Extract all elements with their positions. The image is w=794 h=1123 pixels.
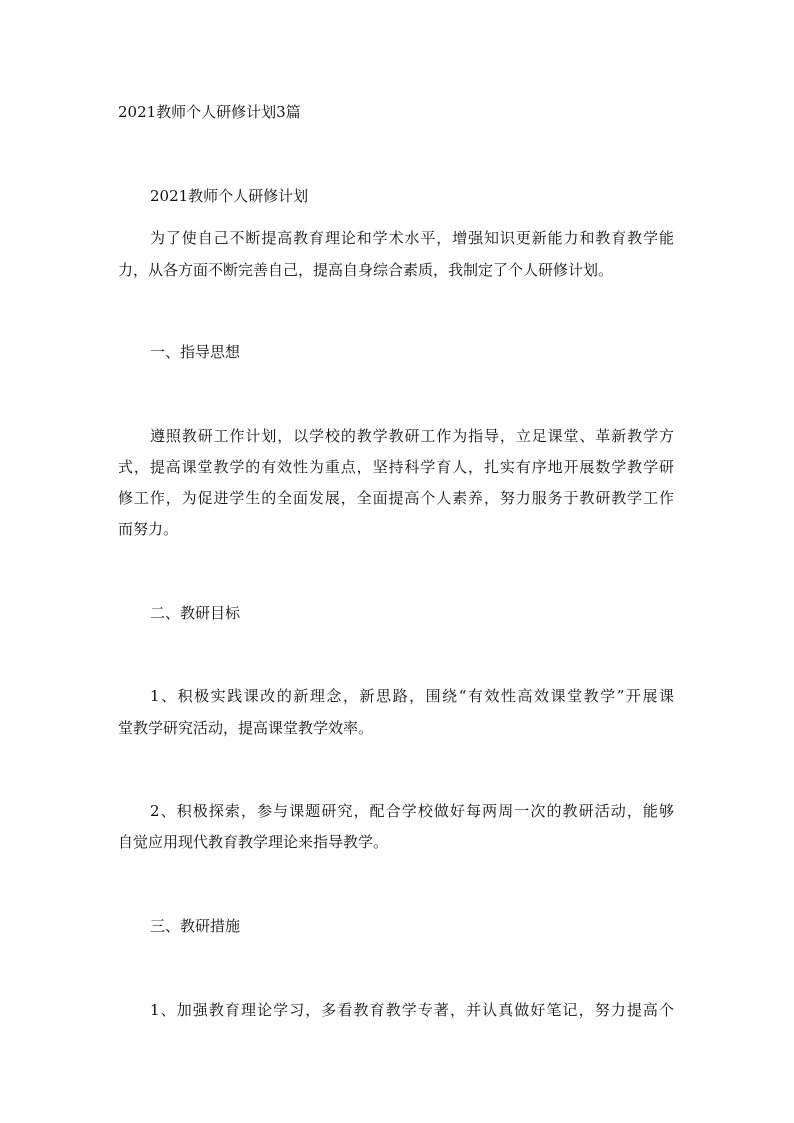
section1-line-2: 式，提高课堂教学的有效性为重点，坚持科学育人，扎实有序地开展数学教学研 (118, 458, 674, 476)
intro-line-1: 为了使自己不断提高教育理论和学术水平，增强知识更新能力和教育教学能 (150, 229, 674, 247)
section2-item2-line-2: 自觉应用现代教育教学理论来指导教学。 (118, 833, 389, 851)
section2-heading: 二、教研目标 (150, 604, 241, 622)
section1-line-3: 修工作，为促进学生的全面发展，全面提高个人素养，努力服务于教研教学工作 (118, 489, 674, 507)
section2-item1-line-1: 1、积极实践课改的新理念，新思路，围绕“有效性高效课堂教学”开展课 (150, 687, 674, 705)
section1-line-1: 遵照教研工作计划，以学校的教学教研工作为指导，立足课堂、革新教学方 (150, 427, 674, 445)
document-title: 2021教师个人研修计划3篇 (118, 103, 301, 121)
section3-heading: 三、教研措施 (150, 917, 241, 935)
section3-item1-line-1: 1、加强教育理论学习，多看教育教学专著，并认真做好笔记，努力提高个 (150, 1001, 674, 1019)
section2-item1-line-2: 堂教学研究活动，提高课堂教学效率。 (118, 719, 374, 737)
intro-line-2: 力，从各方面不断完善自己，提高自身综合素质，我制定了个人研修计划。 (118, 261, 614, 279)
section1-heading: 一、指导思想 (150, 343, 241, 361)
section1-line-4: 而努力。 (118, 520, 179, 538)
document-subtitle: 2021教师个人研修计划 (150, 187, 309, 205)
section2-item2-line-1: 2、积极探索，参与课题研究，配合学校做好每两周一次的教研活动，能够 (150, 802, 674, 820)
